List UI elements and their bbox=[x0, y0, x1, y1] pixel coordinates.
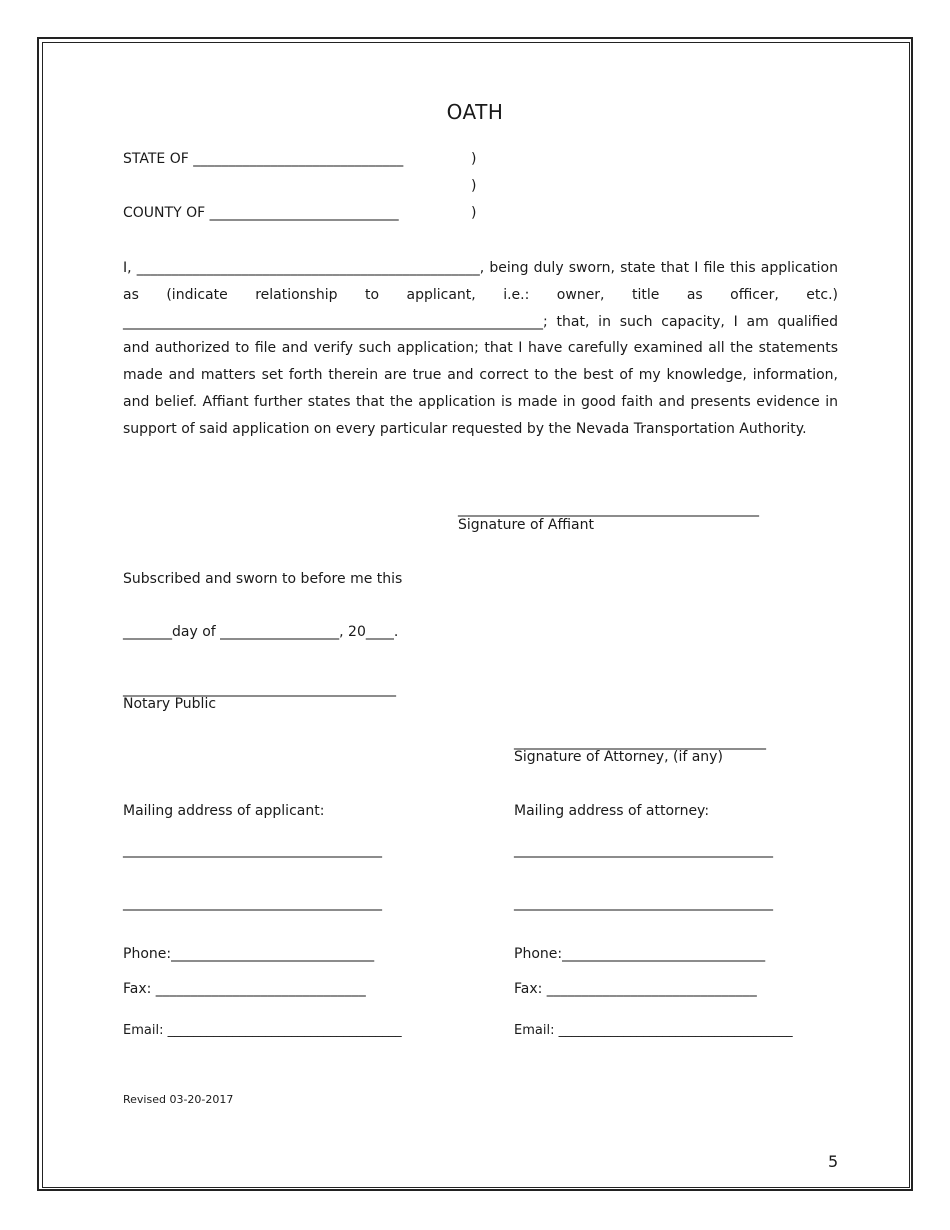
subscribed-statement: Subscribed and sworn to before me this bbox=[123, 571, 403, 587]
affiant-signature-line[interactable]: ___________________________________________ bbox=[458, 501, 759, 517]
venue-paren-3: ) bbox=[471, 205, 477, 221]
attorney-signature-label: Signature of Attorney, (if any) bbox=[514, 749, 723, 765]
county-field[interactable]: COUNTY OF ___________________________ bbox=[123, 205, 399, 221]
applicant-address-line-1[interactable]: _____________________________________ bbox=[123, 842, 382, 858]
notary-date-field[interactable]: _______day of _________________, 20____. bbox=[123, 624, 399, 640]
notary-signature-line[interactable]: _______________________________________ bbox=[123, 681, 396, 697]
page-title: OATH bbox=[446, 100, 504, 124]
attorney-phone-field[interactable]: Phone:_____________________________ bbox=[514, 946, 766, 962]
attorney-email-field[interactable]: Email: ____________________________________ bbox=[514, 1023, 793, 1038]
applicant-address-heading: Mailing address of applicant: bbox=[123, 803, 325, 819]
applicant-fax-field[interactable]: Fax: ______________________________ bbox=[123, 981, 366, 997]
attorney-address-line-2[interactable]: _____________________________________ bbox=[514, 895, 773, 911]
applicant-email-field[interactable]: Email: ____________________________________ bbox=[123, 1023, 402, 1038]
attorney-address-heading: Mailing address of attorney: bbox=[514, 803, 710, 819]
state-field[interactable]: STATE OF ______________________________ bbox=[123, 151, 404, 167]
venue-paren-2: ) bbox=[471, 178, 477, 194]
applicant-phone-field[interactable]: Phone:_____________________________ bbox=[123, 946, 375, 962]
venue-paren-1: ) bbox=[471, 151, 477, 167]
affiant-signature-label: Signature of Affiant bbox=[458, 517, 594, 533]
oath-paragraph: I, _________________________________________________, being duly sworn, state that I file this application as (indicate relationship to applicant, i.e.: owner, title as officer, etc.) ____________________________________________________________; that, in such capacity, I am qualified and authorized to file and verify such application; that I have carefully examined all the statements made and matters set forth therein are true and correct to the best of my knowledge, information, and belief. Affiant further states that the application is made in good faith and presents evidence in support of said application on every particular requested by the Nevada Transportation Authority. bbox=[123, 260, 838, 437]
attorney-fax-field[interactable]: Fax: ______________________________ bbox=[514, 981, 757, 997]
page-number: 5 bbox=[828, 1152, 839, 1171]
attorney-signature-line[interactable]: ____________________________________ bbox=[514, 734, 766, 750]
notary-public-label: Notary Public bbox=[123, 696, 217, 712]
revision-date: Revised 03-20-2017 bbox=[123, 1093, 234, 1106]
applicant-address-line-2[interactable]: _____________________________________ bbox=[123, 895, 382, 911]
attorney-address-line-1[interactable]: _____________________________________ bbox=[514, 842, 773, 858]
